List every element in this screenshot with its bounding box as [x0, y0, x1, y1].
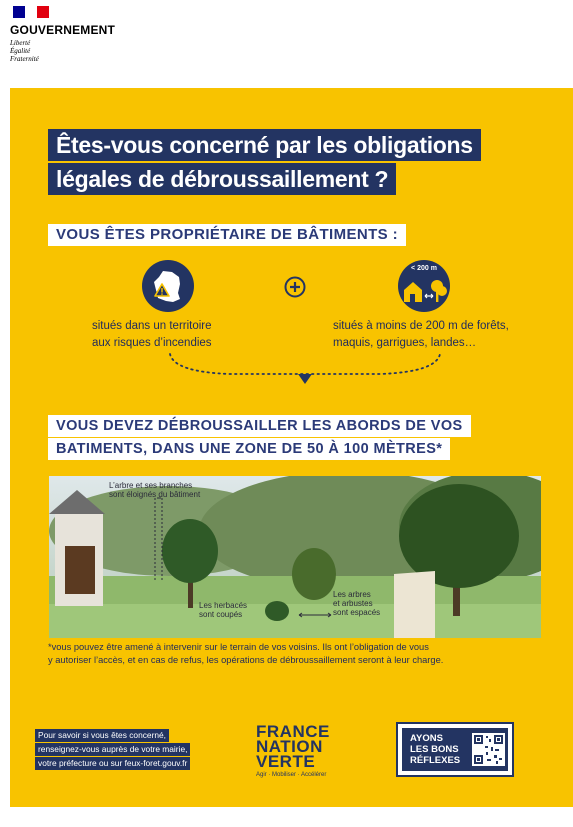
distance-icon-label: < 200 m	[411, 265, 437, 272]
landscape-image	[49, 476, 541, 638]
government-logo	[10, 6, 115, 63]
france-map-warning-icon	[142, 260, 194, 312]
french-flag-icon	[13, 6, 49, 18]
info-line: renseignez-vous auprès de votre mairie,	[35, 743, 190, 756]
info-box	[35, 729, 190, 771]
republic-motto: Liberté Égalité Fraternité	[10, 39, 39, 63]
poster-title	[48, 129, 481, 197]
footnote: *vous pouvez être amené à intervenir sur le terrain de vos voisins. Ils ont l’obligation de vous y autoriser l’accès, et en cas de refus, les opérations de débroussaillement seront à leur charge.	[48, 642, 444, 665]
reflexes-badge[interactable]	[396, 722, 514, 777]
plus-circle-icon	[284, 276, 306, 298]
condition-left-text: situés dans un territoire aux risques d’incendies	[92, 320, 212, 349]
must-subtitle-line: BATIMENTS, DANS UNE ZONE DE 50 À 100 MÈTRES*	[48, 438, 450, 460]
government-title: GOUVERNEMENT	[10, 23, 116, 37]
dotted-arrow-down-icon	[160, 350, 450, 390]
badge-text: AYONS LES BONS RÉFLEXES	[410, 733, 461, 766]
must-subtitle-line: VOUS DEVEZ DÉBROUSSAILLER LES ABORDS DE VOS	[48, 415, 471, 437]
shrubs-label: Les arbres et arbustes sont espacés	[333, 590, 381, 617]
qr-code-icon[interactable]	[472, 733, 505, 766]
grass-label: Les herbacés sont coupés	[199, 601, 248, 619]
info-line: Pour savoir si vous êtes concerné,	[35, 729, 169, 742]
tree-label: L’arbre et ses branches sont éloignés du bâtiment	[109, 481, 201, 499]
clearing-illustration	[49, 476, 541, 638]
title-line: légales de débroussaillement ?	[48, 163, 396, 195]
owner-subtitle: VOUS ÊTES PROPRIÉTAIRE DE BÂTIMENTS :	[48, 224, 406, 246]
condition-right-text: situés à moins de 200 m de forêts, maquis, garrigues, landes…	[333, 320, 509, 349]
france-nation-verte-logo: FRANCE NATION VERTE Agir · Mobiliser · Accélérer	[256, 722, 330, 778]
poster	[10, 88, 573, 807]
info-line: votre préfecture ou sur feux-foret.gouv.fr	[35, 757, 190, 770]
title-line: Êtes-vous concerné par les obligations	[48, 129, 481, 161]
